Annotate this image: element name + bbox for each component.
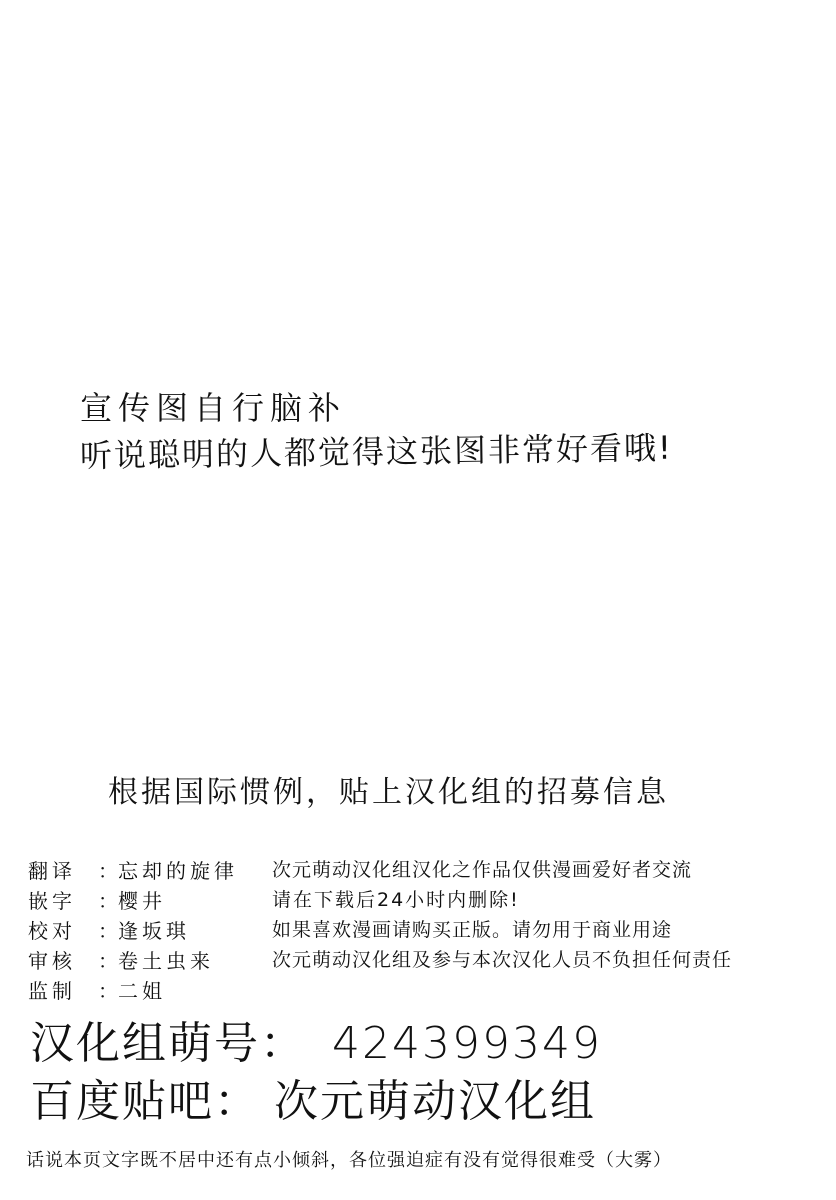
credit-separator: ： bbox=[98, 919, 122, 943]
credit-separator: ： bbox=[98, 859, 122, 883]
promo-line-2: 听说聪明的人都觉得这张图非常好看哦! bbox=[79, 428, 674, 475]
note-line: 如果喜欢漫画请购买正版。请勿用于商业用途 bbox=[272, 919, 673, 941]
credit-row-translation bbox=[28, 855, 238, 885]
credit-role: 校对 bbox=[28, 919, 76, 943]
tieba-row bbox=[30, 1076, 596, 1127]
note-line: 次元萌动汉化组汉化之作品仅供漫画爱好者交流 bbox=[272, 859, 693, 881]
qq-group-row bbox=[30, 1018, 602, 1069]
credit-row-review bbox=[28, 945, 238, 975]
credit-name: 逢坂琪 bbox=[118, 919, 190, 943]
credit-name: 樱井 bbox=[118, 889, 166, 913]
credit-row-proofreading bbox=[28, 915, 238, 945]
credit-name: 忘却的旋律 bbox=[118, 859, 238, 883]
credit-separator: ： bbox=[98, 889, 122, 913]
credit-role: 审核 bbox=[28, 949, 76, 973]
note-line: 次元萌动汉化组及参与本次汉化人员不负担任何责任 bbox=[272, 949, 733, 971]
credit-row-typesetting bbox=[28, 885, 238, 915]
credits-list bbox=[28, 855, 238, 1005]
tieba-label: 百度贴吧： bbox=[30, 1076, 260, 1127]
recruit-title: 根据国际惯例，贴上汉化组的招募信息 bbox=[108, 775, 669, 810]
footer-note: 话说本页文字既不居中还有点小倾斜，各位强迫症有没有觉得很难受（大雾） bbox=[26, 1150, 672, 1171]
credit-name: 二姐 bbox=[118, 979, 166, 1003]
credit-name: 卷土虫来 bbox=[118, 949, 214, 973]
qq-group-label: 汉化组萌号： bbox=[30, 1018, 306, 1069]
credit-role: 嵌字 bbox=[28, 889, 76, 913]
tieba-name: 次元萌动汉化组 bbox=[274, 1076, 596, 1127]
credit-role: 翻译 bbox=[28, 859, 76, 883]
qq-group-number: 424399349 bbox=[332, 1018, 602, 1069]
credit-separator: ： bbox=[98, 949, 122, 973]
credit-role: 监制 bbox=[28, 979, 76, 1003]
note-line: 请在下载后24小时内删除! bbox=[272, 889, 520, 911]
promo-line-1: 宣传图自行脑补 bbox=[80, 389, 347, 427]
disclaimer-notes bbox=[272, 855, 732, 975]
credit-separator: ： bbox=[98, 979, 122, 1003]
credit-row-supervisor bbox=[28, 975, 238, 1005]
